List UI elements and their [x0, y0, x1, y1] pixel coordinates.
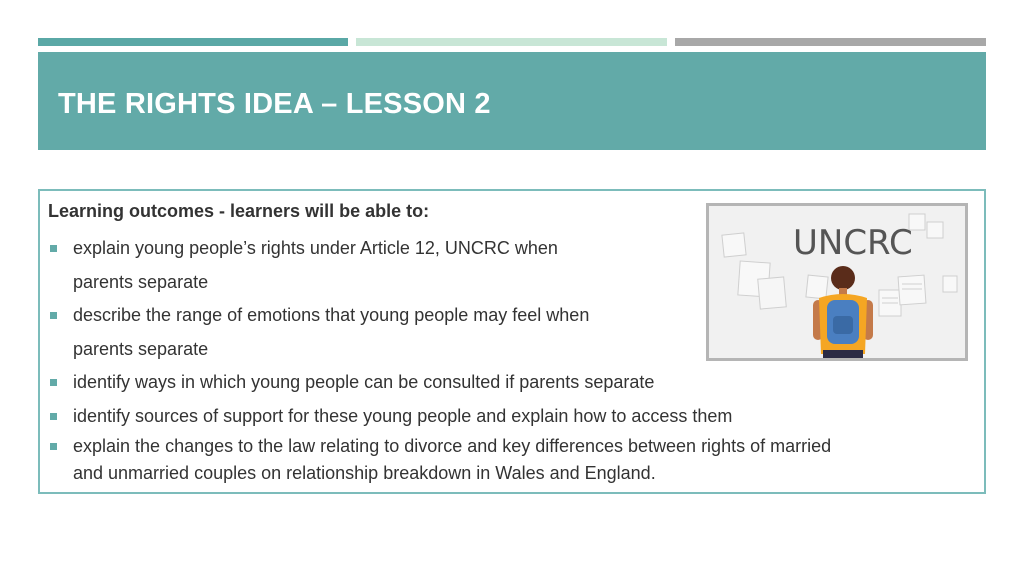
outcome-line: parents separate — [73, 338, 209, 359]
outcome-line: identify sources of support for these young people and explain how to access them — [73, 405, 733, 426]
outcome-item — [48, 400, 968, 434]
outcome-item — [48, 366, 968, 400]
learning-outcomes-heading: Learning outcomes - learners will be able to: — [48, 201, 430, 221]
outcome-item — [48, 433, 968, 487]
board-text: UNCRC — [793, 223, 913, 263]
outcome-line: and unmarried couples on relationship breakdown in Wales and England. — [73, 463, 656, 483]
title-band — [38, 52, 986, 150]
outcome-line: identify ways in which young people can be consulted if parents separate — [73, 372, 655, 392]
outcome-line: explain the changes to the law relating to divorce and key differences between rights of married — [73, 436, 832, 456]
slide-title: THE RIGHTS IDEA – LESSON 2 — [58, 88, 491, 120]
accent-bar-grey — [675, 38, 986, 46]
uncrc-illustration-svg — [709, 206, 965, 358]
outcome-line: describe the range of emotions that young people may feel when — [73, 305, 590, 325]
outcome-line: parents separate — [73, 271, 209, 292]
accent-bar-mint — [356, 38, 667, 46]
accent-bar-teal — [38, 38, 348, 46]
uncrc-illustration — [706, 203, 968, 361]
outcome-line: explain young people’s rights under Article 12, UNCRC when — [73, 238, 558, 258]
